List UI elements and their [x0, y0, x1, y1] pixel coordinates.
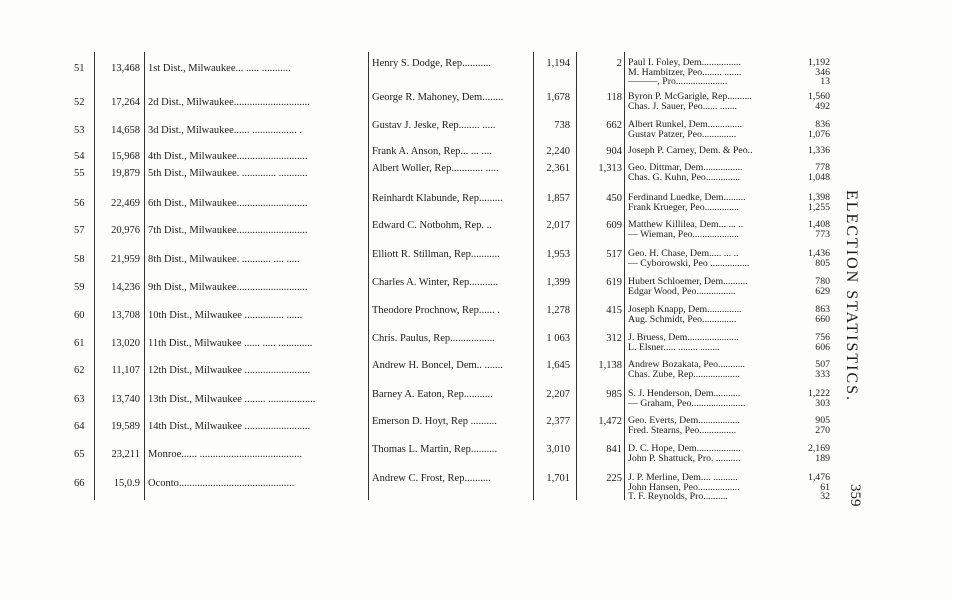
- other-candidates: [628, 305, 786, 324]
- candidate-votes: 1,076: [807, 129, 830, 139]
- candidate-votes: 189: [815, 453, 830, 463]
- district-number: 57: [74, 225, 85, 236]
- winner-votes: 1,645: [546, 360, 570, 371]
- other-candidates: [628, 249, 786, 268]
- other-candidates: [628, 416, 786, 435]
- district-number: 52: [74, 97, 85, 108]
- candidate-votes: 660: [815, 314, 830, 324]
- candidate-votes: 1,255: [807, 202, 830, 212]
- column-rule: [368, 52, 369, 500]
- candidate-votes: 1,476: [807, 473, 830, 483]
- other-candidate-votes: [788, 277, 830, 296]
- district-name: 3d Dist., Milwaukee...... ................. .: [148, 125, 302, 136]
- candidate-name: Matthew Killilea, Dem... ... ..: [628, 220, 744, 230]
- plurality: 517: [606, 249, 622, 260]
- population: 22,469: [111, 198, 140, 209]
- plurality: 415: [606, 305, 622, 316]
- candidate-votes: 333: [815, 369, 830, 379]
- plurality: 2: [616, 58, 622, 69]
- winner-votes: 2,017: [546, 220, 570, 231]
- other-candidate-votes: [788, 389, 830, 408]
- other-candidates: [628, 360, 786, 379]
- district-name: 6th Dist., Milwaukee...........................: [148, 198, 308, 209]
- candidate-name: Albert Runkel, Dem..............: [628, 120, 743, 130]
- winner-name: Charles A. Winter, Rep...........: [372, 277, 499, 288]
- plurality: 118: [606, 92, 622, 103]
- candidate-votes: 756: [815, 333, 830, 343]
- candidate-name: J. Bruess, Dem.....................: [628, 333, 739, 343]
- candidate-name: Chas. J. Sauer, Peo...... .......: [628, 101, 737, 111]
- other-candidates: [628, 444, 786, 463]
- candidate-name: John P. Shattuck, Pro. ..........: [628, 453, 741, 463]
- candidate-votes: 1,192: [807, 58, 830, 68]
- candidate-votes: 1,408: [807, 220, 830, 230]
- candidate-votes: 805: [815, 258, 830, 268]
- other-candidate-votes: [788, 360, 830, 379]
- candidate-name: Aug. Schmidt, Peo..............: [628, 314, 737, 324]
- winner-name: Edward C. Notbohm, Rep. ..: [372, 220, 492, 231]
- winner-votes: 1,399: [546, 277, 570, 288]
- winner-votes: 1,278: [546, 305, 570, 316]
- other-candidate-votes: [788, 163, 830, 182]
- winner-name: Albert Woller, Rep............ .....: [372, 163, 499, 174]
- candidate-votes: 32: [820, 492, 830, 502]
- candidate-name: Frank Krueger, Peo..............: [628, 202, 739, 212]
- column-rule: [144, 52, 145, 500]
- winner-votes: 2,361: [546, 163, 570, 174]
- winner-votes: 1,701: [546, 473, 570, 484]
- district-number: 66: [74, 478, 85, 489]
- plurality: 609: [606, 220, 622, 231]
- other-candidate-votes: [788, 120, 830, 139]
- winner-votes: 2,377: [546, 416, 570, 427]
- candidate-votes: 1,398: [807, 193, 830, 203]
- candidate-name: Chas. Zube, Rep...................: [628, 369, 740, 379]
- winner-name: Andrew C. Frost, Rep..........: [372, 473, 491, 484]
- column-rule: [576, 52, 577, 500]
- winner-name: Reinhardt Klabunde, Rep.........: [372, 193, 503, 204]
- running-title: ELECTION STATISTICS.: [843, 190, 860, 403]
- column-rule: [533, 52, 534, 500]
- population: 19,879: [111, 168, 140, 179]
- candidate-votes: 13: [820, 77, 830, 87]
- column-rule: [624, 52, 625, 500]
- candidate-votes: 61: [820, 482, 830, 492]
- plurality: 662: [606, 120, 622, 131]
- other-candidates: [628, 120, 786, 139]
- district-name: 8th Dist., Milwaukee. ........... .... .....: [148, 254, 300, 265]
- winner-name: Andrew H. Boncel, Dem.. .......: [372, 360, 503, 371]
- candidate-votes: 2,169: [807, 444, 830, 454]
- candidate-votes: 492: [815, 101, 830, 111]
- population: 15,0.9: [113, 478, 140, 489]
- district-name: 1st Dist., Milwaukee... ..... ...........: [148, 63, 291, 74]
- other-candidate-votes: [788, 220, 830, 239]
- other-candidate-votes: [788, 473, 830, 502]
- candidate-name: Edgar Wood, Peo................: [628, 286, 736, 296]
- other-candidate-votes: [788, 416, 830, 435]
- district-name: 7th Dist., Milwaukee...........................: [148, 225, 308, 236]
- district-number: 63: [74, 394, 85, 405]
- candidate-name: Fred. Stearns, Peo...............: [628, 425, 737, 435]
- district-name: Monroe...... .......................................: [148, 449, 302, 460]
- population: 20,976: [111, 225, 140, 236]
- plurality: 904: [606, 146, 622, 157]
- winner-votes: 1 063: [546, 333, 570, 344]
- district-number: 54: [74, 151, 85, 162]
- other-candidate-votes: [788, 305, 830, 324]
- population: 21,959: [111, 254, 140, 265]
- candidate-name: Joseph Knapp, Dem..............: [628, 305, 742, 315]
- population: 11,107: [111, 365, 140, 376]
- other-candidates: [628, 146, 786, 156]
- district-name: 11th Dist., Milwaukee ...... ..... .............: [148, 338, 313, 349]
- district-name: 2d Dist., Milwaukee.............................: [148, 97, 310, 108]
- candidate-votes: 270: [815, 425, 830, 435]
- candidate-votes: 863: [815, 305, 830, 315]
- page-number: 359: [847, 484, 863, 507]
- candidate-name: John Hansen, Peo.................: [628, 482, 740, 492]
- other-candidates: [628, 58, 786, 87]
- candidate-votes: 629: [815, 286, 830, 296]
- winner-name: Frank A. Anson, Rep... ... ....: [372, 146, 492, 157]
- other-candidate-votes: [788, 249, 830, 268]
- winner-name: Henry S. Dodge, Rep...........: [372, 58, 491, 69]
- candidate-name: D. C. Hope, Dem..................: [628, 444, 741, 454]
- district-number: 65: [74, 449, 85, 460]
- plurality: 985: [606, 389, 622, 400]
- candidate-name: — Cyborowski, Peo ................: [628, 258, 750, 268]
- district-name: Oconto............................................: [148, 478, 295, 489]
- candidate-name: — Wieman, Peo...................: [628, 229, 739, 239]
- winner-votes: 2,207: [546, 389, 570, 400]
- winner-votes: 1,857: [546, 193, 570, 204]
- district-number: 64: [74, 421, 85, 432]
- candidate-votes: 303: [815, 398, 830, 408]
- district-number: 56: [74, 198, 85, 209]
- district-name: 14th Dist., Milwaukee .........................: [148, 421, 311, 432]
- candidate-name: Geo. H. Chase, Dem..... ... ..: [628, 249, 739, 259]
- population: 14,236: [111, 282, 140, 293]
- candidate-name: T. F. Reynolds, Pro..........: [628, 492, 728, 502]
- population: 14,658: [111, 125, 140, 136]
- winner-name: Barney A. Eaton, Rep...........: [372, 389, 493, 400]
- district-name: 13th Dist., Milwaukee ........ ..................: [148, 394, 316, 405]
- other-candidates: [628, 163, 786, 182]
- other-candidate-votes: [788, 146, 830, 156]
- plurality: 1,138: [598, 360, 622, 371]
- column-rule: [94, 52, 95, 500]
- candidate-votes: 1,222: [807, 389, 830, 399]
- plurality: 450: [606, 193, 622, 204]
- other-candidates: [628, 193, 786, 212]
- population: 13,708: [111, 310, 140, 321]
- winner-name: Chris. Paulus, Rep.................: [372, 333, 495, 344]
- other-candidates: [628, 277, 786, 296]
- population: 13,468: [111, 63, 140, 74]
- other-candidates: [628, 92, 786, 111]
- other-candidates: [628, 389, 786, 408]
- district-number: 60: [74, 310, 85, 321]
- district-number: 51: [74, 63, 85, 74]
- population: 17,264: [111, 97, 140, 108]
- winner-votes: 3,010: [546, 444, 570, 455]
- candidate-votes: 836: [815, 120, 830, 130]
- population: 13,740: [111, 394, 140, 405]
- other-candidates: [628, 333, 786, 352]
- candidate-name: J. P. Merline, Dem.... ..........: [628, 473, 738, 483]
- district-number: 58: [74, 254, 85, 265]
- plurality: 619: [606, 277, 622, 288]
- winner-votes: 2,240: [546, 146, 570, 157]
- district-number: 55: [74, 168, 85, 179]
- candidate-name: Ferdinand Luedke, Dem.........: [628, 193, 746, 203]
- candidate-name: Andrew Bozakata, Peo...........: [628, 360, 745, 370]
- population: 23,211: [111, 449, 140, 460]
- candidate-votes: 507: [815, 360, 830, 370]
- candidate-name: S. J. Henderson, Dem...........: [628, 389, 741, 399]
- winner-votes: 1,953: [546, 249, 570, 260]
- population: 15,968: [111, 151, 140, 162]
- plurality: 1,313: [598, 163, 622, 174]
- population: 19,589: [111, 421, 140, 432]
- candidate-name: ———, Pro.....................: [628, 77, 728, 87]
- candidate-name: Chas. G. Kuhn, Peo..............: [628, 172, 741, 182]
- candidate-name: Joseph P. Carney, Dem. & Peo..: [628, 146, 753, 156]
- candidate-name: Geo. Dittmar, Dem................: [628, 163, 743, 173]
- plurality: 841: [606, 444, 622, 455]
- winner-name: Gustav J. Jeske, Rep........ .....: [372, 120, 496, 131]
- candidate-votes: 1,560: [807, 92, 830, 102]
- candidate-votes: 346: [815, 67, 830, 77]
- winner-name: Emerson D. Hoyt, Rep ..........: [372, 416, 497, 427]
- plurality: 225: [606, 473, 622, 484]
- district-name: 12th Dist., Milwaukee .........................: [148, 365, 311, 376]
- candidate-votes: 1,048: [807, 172, 830, 182]
- other-candidate-votes: [788, 58, 830, 87]
- winner-name: Thomas L. Martin, Rep..........: [372, 444, 498, 455]
- other-candidates: [628, 220, 786, 239]
- other-candidate-votes: [788, 333, 830, 352]
- candidate-votes: 1,336: [807, 146, 830, 156]
- candidate-votes: 1,436: [807, 249, 830, 259]
- district-number: 59: [74, 282, 85, 293]
- candidate-name: M. Hambitzer, Peo........ .......: [628, 67, 742, 77]
- candidate-votes: 773: [815, 229, 830, 239]
- district-name: 5th Dist., Milwaukee. ............. ...........: [148, 168, 308, 179]
- winner-votes: 1,194: [546, 58, 570, 69]
- population: 13,020: [111, 338, 140, 349]
- candidate-votes: 778: [815, 163, 830, 173]
- other-candidate-votes: [788, 193, 830, 212]
- winner-name: Theodore Prochnow, Rep...... .: [372, 305, 500, 316]
- winner-name: Elliott R. Stillman, Rep...........: [372, 249, 500, 260]
- candidate-name: Byron P. McGarigle, Rep..........: [628, 92, 752, 102]
- district-name: 10th Dist., Milwaukee ............... ......: [148, 310, 303, 321]
- plurality: 1,472: [598, 416, 622, 427]
- candidate-name: Gustav Patzer, Peo..............: [628, 129, 737, 139]
- candidate-name: L. Elsner..... ........ ........: [628, 342, 720, 352]
- district-number: 61: [74, 338, 85, 349]
- candidate-votes: 780: [815, 277, 830, 287]
- district-name: 9th Dist., Milwaukee...........................: [148, 282, 308, 293]
- candidate-votes: 905: [815, 416, 830, 426]
- candidate-name: Geo. Everts, Dem.................: [628, 416, 740, 426]
- candidate-name: — Graham, Peo......................: [628, 398, 746, 408]
- other-candidate-votes: [788, 444, 830, 463]
- candidate-name: Hubert Schloemer, Dem..........: [628, 277, 748, 287]
- other-candidate-votes: [788, 92, 830, 111]
- winner-votes: 738: [554, 120, 570, 131]
- other-candidates: [628, 473, 786, 502]
- plurality: 312: [606, 333, 622, 344]
- winner-name: George R. Mahoney, Dem........: [372, 92, 504, 103]
- district-number: 62: [74, 365, 85, 376]
- winner-votes: 1,678: [546, 92, 570, 103]
- district-name: 4th Dist., Milwaukee...........................: [148, 151, 308, 162]
- candidate-name: Paul I. Foley, Dem................: [628, 58, 741, 68]
- candidate-votes: 606: [815, 342, 830, 352]
- district-number: 53: [74, 125, 85, 136]
